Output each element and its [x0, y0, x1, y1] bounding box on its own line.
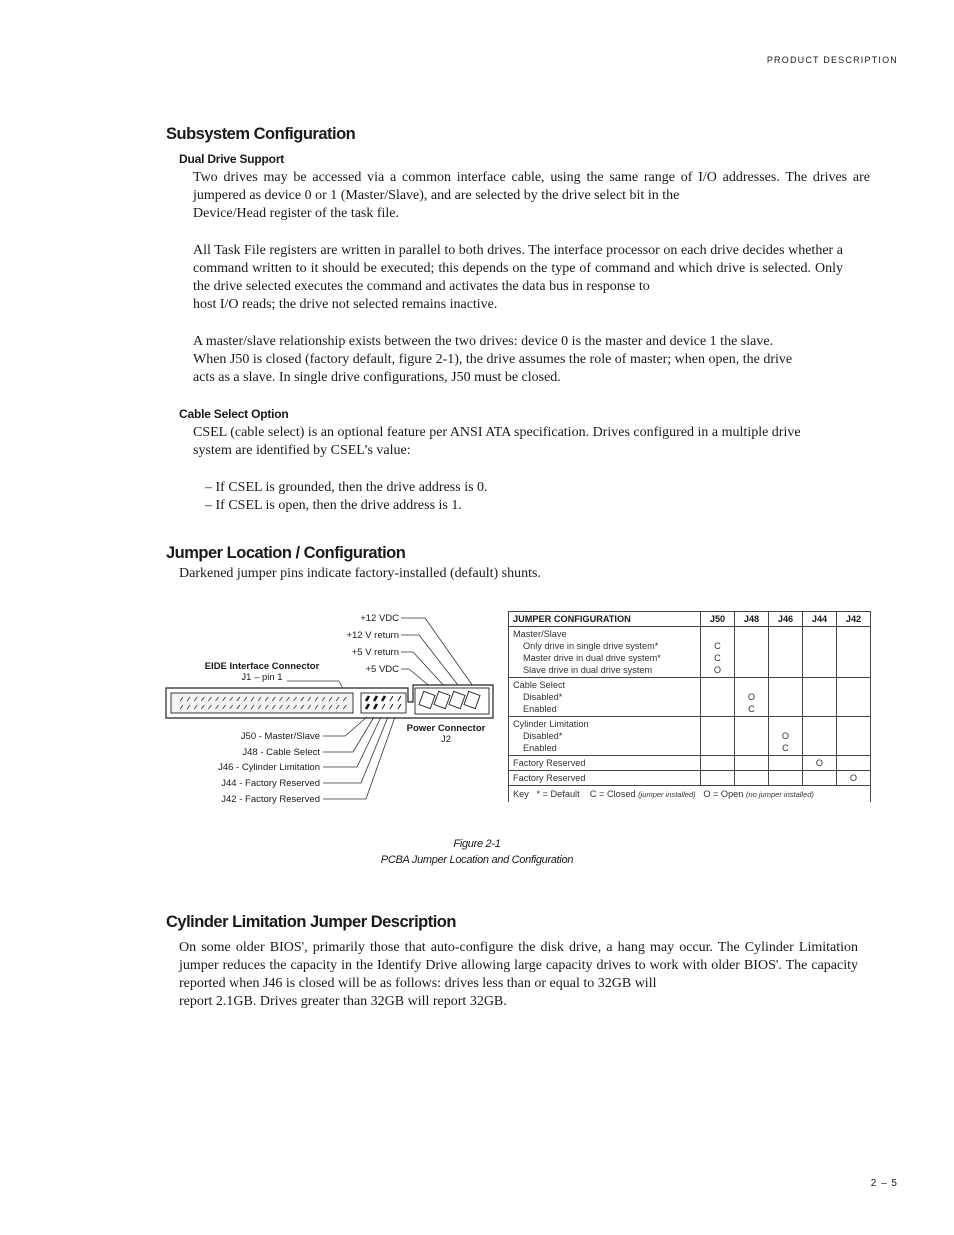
table-key: Key * = Default C = Closed (jumper installed) O = Open (no jumper installed) — [509, 786, 871, 803]
cable-select-paragraph: CSEL (cable select) is an optional feature per ANSI ATA specification. Drives configured in a multiple drive system are identified by CSEL’s value: — [193, 425, 801, 458]
label-5vdc: +5 VDC — [365, 664, 399, 675]
cable-select-j48: O C — [735, 678, 769, 717]
power-leader-lines — [401, 618, 475, 689]
dual-drive-paragraph-1: Two drives may be accessed via a common interface cable, using the same range of I/O addresses. The drives are jumpered as device 0 or 1 (Master/Slave), and are selected by the drive select bit in the Device/Head register of the task file. — [193, 170, 870, 221]
figure-2-1 — [163, 605, 873, 810]
eide-connector — [171, 693, 353, 713]
page-number: 2 – 5 — [870, 1178, 898, 1189]
master-slave-j50: C C O — [701, 627, 735, 678]
power-connector-label: Power Connector — [406, 723, 486, 734]
dual-drive-paragraph-2: All Task File registers are written in parallel to both drives. The interface processor on each drive decides whether a command written to it should be executed; this depends on the type of command and which drive is selected. Only the drive selected executes the command and activates the data bus in response to host I/O reads; the drive not selected remains inactive. — [193, 243, 843, 312]
section-title-jumper-location: Jumper Location / Configuration — [166, 544, 406, 562]
dual-drive-paragraph-3: A master/slave relationship exists between the two drives: device 0 is the master and device 1 the slave. When J50 is closed (factory default, figure 2-1), the drive assumes the role of master; when open, the drive acts as a slave. In single drive configurations, J50 must be closed. — [193, 334, 793, 385]
factory-reserved-1-j44: O — [803, 756, 837, 771]
table-key-row — [509, 786, 871, 803]
running-head: PRODUCT DESCRIPTION — [766, 55, 898, 65]
cable-select-cell: Cable Select Disabled* Enabled — [509, 678, 701, 717]
factory-reserved-2-j42: O — [837, 771, 871, 786]
jumper-configuration-table — [508, 611, 871, 802]
figure-caption-number: Figure 2-1 — [453, 838, 501, 850]
label-j48: J48 - Cable Select — [242, 747, 320, 758]
figure-caption-title: PCBA Jumper Location and Configuration — [380, 854, 574, 866]
table-row-factory-reserved-1 — [509, 756, 871, 771]
subsection-title-cable-select: Cable Select Option — [179, 407, 289, 421]
table-header-j46: J46 — [769, 612, 803, 627]
label-j46: J46 - Cylinder Limitation — [218, 762, 320, 773]
cable-select-item-open: – If CSEL is open, then the drive address is 1. — [205, 498, 462, 513]
label-5v-return: +5 V return — [351, 647, 399, 658]
label-j44: J44 - Factory Reserved — [221, 778, 320, 789]
label-j50: J50 - Master/Slave — [240, 731, 320, 742]
table-row-cylinder-limitation — [509, 717, 871, 756]
figure-caption — [300, 836, 654, 868]
jumper-location-intro: Darkened jumper pins indicate factory-installed (default) shunts. — [179, 566, 541, 581]
pcba-jumper-diagram — [163, 605, 508, 810]
eide-pin-label: J1 – pin 1 — [241, 672, 283, 683]
power-connector-id: J2 — [440, 734, 452, 745]
table-row-master-slave — [509, 627, 871, 678]
master-slave-cell: Master/Slave Only drive in single drive system* Master drive in dual drive system* Slave drive in dual drive system — [509, 627, 701, 678]
cylinder-limitation-j46: O C — [769, 717, 803, 756]
table-header-row — [509, 612, 871, 627]
eide-connector-label: EIDE Interface Connector — [204, 661, 320, 672]
table-header-j42: J42 — [837, 612, 871, 627]
table-header-j44: J44 — [803, 612, 837, 627]
table-row-cable-select — [509, 678, 871, 717]
section-title-subsystem: Subsystem Configuration — [166, 125, 356, 143]
subsection-title-dual-drive: Dual Drive Support — [179, 152, 285, 166]
jumper-leader-lines — [323, 717, 395, 799]
table-header-config: JUMPER CONFIGURATION — [509, 612, 701, 627]
label-j42: J42 - Factory Reserved — [221, 794, 320, 805]
factory-reserved-1-label: Factory Reserved — [509, 756, 701, 771]
section-title-cylinder-limitation: Cylinder Limitation Jumper Description — [166, 913, 456, 931]
cylinder-limitation-cell: Cylinder Limitation Disabled* Enabled — [509, 717, 701, 756]
cylinder-limitation-paragraph: On some older BIOS', primarily those that auto-configure the disk drive, a hang may occur. The Cylinder Limitation jumper reduces the capacity in the Identify Drive allowing large capacity drives to work with older BIOS'. The capacity reported when J46 is closed will be as follows: drives less than or equal to 32GB will report 2.1GB. Drives greater than 32GB will report 32GB. — [179, 940, 858, 1009]
table-header-j50: J50 — [701, 612, 735, 627]
table-row-factory-reserved-2 — [509, 771, 871, 786]
cable-select-item-grounded: – If CSEL is grounded, then the drive address is 0. — [205, 480, 488, 495]
label-12vdc: +12 VDC — [360, 613, 399, 624]
factory-reserved-2-label: Factory Reserved — [509, 771, 701, 786]
table-header-j48: J48 — [735, 612, 769, 627]
label-12v-return: +12 V return — [346, 630, 399, 641]
